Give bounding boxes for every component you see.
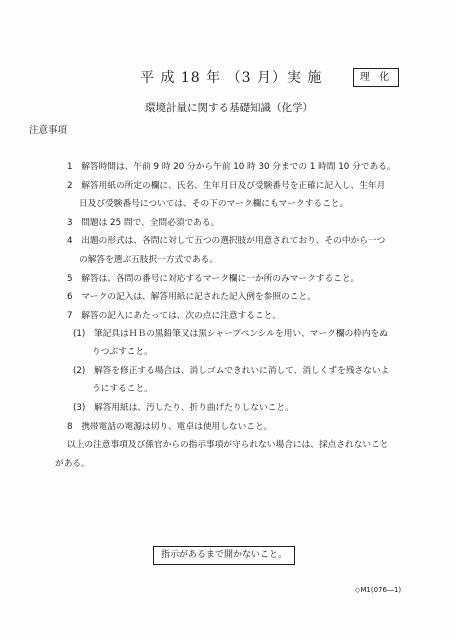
instruction-line: 3 問題は 25 問で、全問必須である。 xyxy=(67,218,220,228)
instruction-line: (2) 解答を修正する場合は、消しゴムできれいに消して、消しくずを残さないよ xyxy=(73,366,390,376)
instruction-line: 4 出題の形式は、各問に対して五つの選択肢が用意されており、その中から一つ xyxy=(67,236,386,246)
instruction-line: がある。 xyxy=(55,459,90,469)
instruction-line: の解答を選ぶ五肢択一方式である。 xyxy=(79,255,218,265)
instruction-line: 1 解答時間は、午前 9 時 20 分から午前 10 時 30 分までの 1 時間 10 分である。 xyxy=(67,162,396,172)
instruction-line: (3) 解答用紙は、汚したり、折り曲げたりしないこと。 xyxy=(73,403,294,413)
instruction-line: うにすること。 xyxy=(92,384,153,394)
instruction-line: 日及び受験番号については、その下のマーク欄にもマークすること。 xyxy=(79,199,349,209)
page-code: ◇M1(076―1) xyxy=(355,586,402,594)
instruction-line: 6 マークの記入は、解答用紙に記された記入例を参照のこと。 xyxy=(67,292,316,302)
do-not-open-notice: 指示があるまで開かないこと。 xyxy=(153,546,295,565)
subject-badge: 理 化 xyxy=(353,68,399,87)
instruction-line: 5 解答は、各問の番号に対応するマーク欄に一か所のみマークすること。 xyxy=(67,274,360,284)
instruction-line: 以上の注意事項及び係官からの指示事項が守られない場合には、採点されないこと xyxy=(67,440,389,450)
instruction-line: 2 解答用紙の所定の欄に、氏名、生年月日及び受験番号を正確に記入し、生年月 xyxy=(67,181,386,191)
instruction-line: (1) 筆記具はＨＢの黒鉛筆又は黒シャープペンシルを用い、マーク欄の枠内をぬ xyxy=(73,329,388,339)
instruction-line: りつぶすこと。 xyxy=(92,347,153,357)
exam-subject-title: 環境計量に関する基礎知識（化学） xyxy=(145,102,313,114)
exam-date-title: 平 成 18 年 （3 月）実 施 xyxy=(140,70,323,86)
notes-heading: 注意事項 xyxy=(29,125,68,136)
instruction-line: 7 解答の記入にあたっては、次の点に注意すること。 xyxy=(67,311,282,321)
instruction-line: 8 携帯電話の電源は切り、電卓は使用しないこと。 xyxy=(67,422,273,432)
